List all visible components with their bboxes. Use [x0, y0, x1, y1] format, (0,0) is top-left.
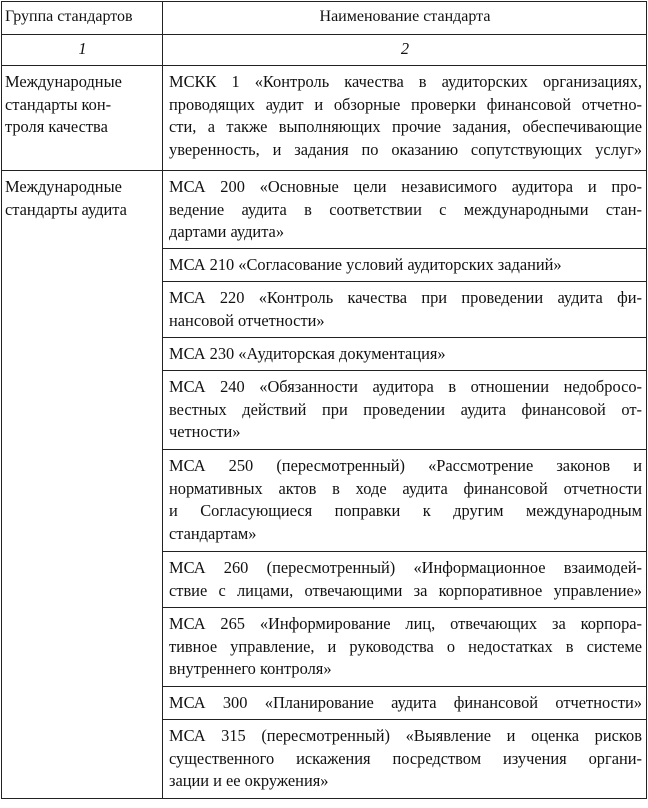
- standard-isa-220: [163, 282, 647, 338]
- standard-isa-210: [163, 249, 647, 282]
- standard-line: нансовой отчетности»: [169, 310, 325, 330]
- table-row: [2, 66, 647, 171]
- standard-line: нормативных актов в ходе аудита финансовой отчетности: [169, 478, 642, 498]
- standard-isa-230: [163, 338, 647, 371]
- standard-line: МСА 210 «Согласование условий аудиторских заданий»: [169, 255, 562, 274]
- table-row: [2, 171, 647, 249]
- group-line: троля качества: [5, 117, 108, 137]
- standard-isa-265: [163, 608, 647, 687]
- standard-line: сти, а также выполняющих прочие задания, обеспечивающие: [169, 117, 642, 137]
- group-line: Международные: [5, 177, 122, 196]
- header-group: Группа стандартов: [2, 2, 163, 35]
- group-quality-control: [2, 66, 163, 171]
- group-auditing-standards: [2, 171, 163, 799]
- standard-isa-260: [163, 552, 647, 608]
- standard-line: уверенность, и задания по оказанию сопутствующих услуг»: [169, 139, 642, 159]
- standard-line: зации и ее окружения»: [169, 771, 329, 791]
- group-line: Международные: [5, 72, 122, 91]
- standard-line: МСА 240 «Обязанности аудитора в отношении недобросо-: [169, 377, 642, 396]
- standard-line: и Согласующиеся поправки к другим международным: [169, 501, 642, 521]
- standard-line: стандартам»: [169, 523, 257, 543]
- column-number-row: [2, 35, 647, 66]
- standard-line: проводящих аудит и обзорные проверки финансовой отчетно-: [169, 94, 642, 114]
- standard-line: МСА 220 «Контроль качества при проведении аудита фи-: [169, 288, 642, 307]
- standard-line: МСА 200 «Основные цели независимого аудитора и про-: [169, 177, 642, 196]
- standard-line: ствие с лицами, отвечающими за корпоративное управление»: [169, 580, 642, 600]
- standard-isa-315: [163, 720, 647, 799]
- standard-line: МСА 230 «Аудиторская документация»: [169, 344, 446, 363]
- standard-isa-250: [163, 450, 647, 552]
- header-name: Наименование стандарта: [163, 2, 647, 35]
- standard-line: МСА 300 «Планирование аудита финансовой отчетности»: [169, 693, 642, 712]
- group-line: стандарты кон-: [5, 94, 112, 114]
- standard-line: МСА 315 (пересмотренный) «Выявление и оценка рисков: [169, 726, 642, 745]
- standard-line: внутреннего контроля»: [169, 659, 332, 679]
- standard-isqc-1: [163, 66, 647, 171]
- column-number-1: 1: [2, 35, 163, 66]
- standards-table: [1, 1, 647, 799]
- standard-isa-200: [163, 171, 647, 249]
- group-line: стандарты аудита: [5, 199, 127, 219]
- standard-line: дартами аудита»: [169, 222, 285, 242]
- standard-line: существенного искажения посредством изучения органи-: [169, 748, 642, 768]
- header-row: [2, 2, 647, 35]
- standard-line: четности»: [169, 422, 241, 442]
- standard-line: МСА 250 (пересмотренный) «Рассмотрение законов и: [169, 456, 642, 475]
- standard-line: ведение аудита в соответствии с международными стан-: [169, 199, 642, 219]
- standard-line: вестных действий при проведении аудита финансовой от-: [169, 399, 642, 419]
- column-number-2: 2: [163, 35, 647, 66]
- standard-isa-300: [163, 687, 647, 720]
- standard-line: МСА 265 «Информирование лиц, отвечающих за корпора-: [169, 614, 642, 633]
- standard-isa-240: [163, 371, 647, 450]
- standard-line: МСА 260 (пересмотренный) «Информационное взаимодей-: [169, 558, 642, 577]
- standard-line: тивное управление, и руководства о недостатках в системе: [169, 636, 642, 656]
- standard-line: МСКК 1 «Контроль качества в аудиторских организациях,: [169, 72, 642, 91]
